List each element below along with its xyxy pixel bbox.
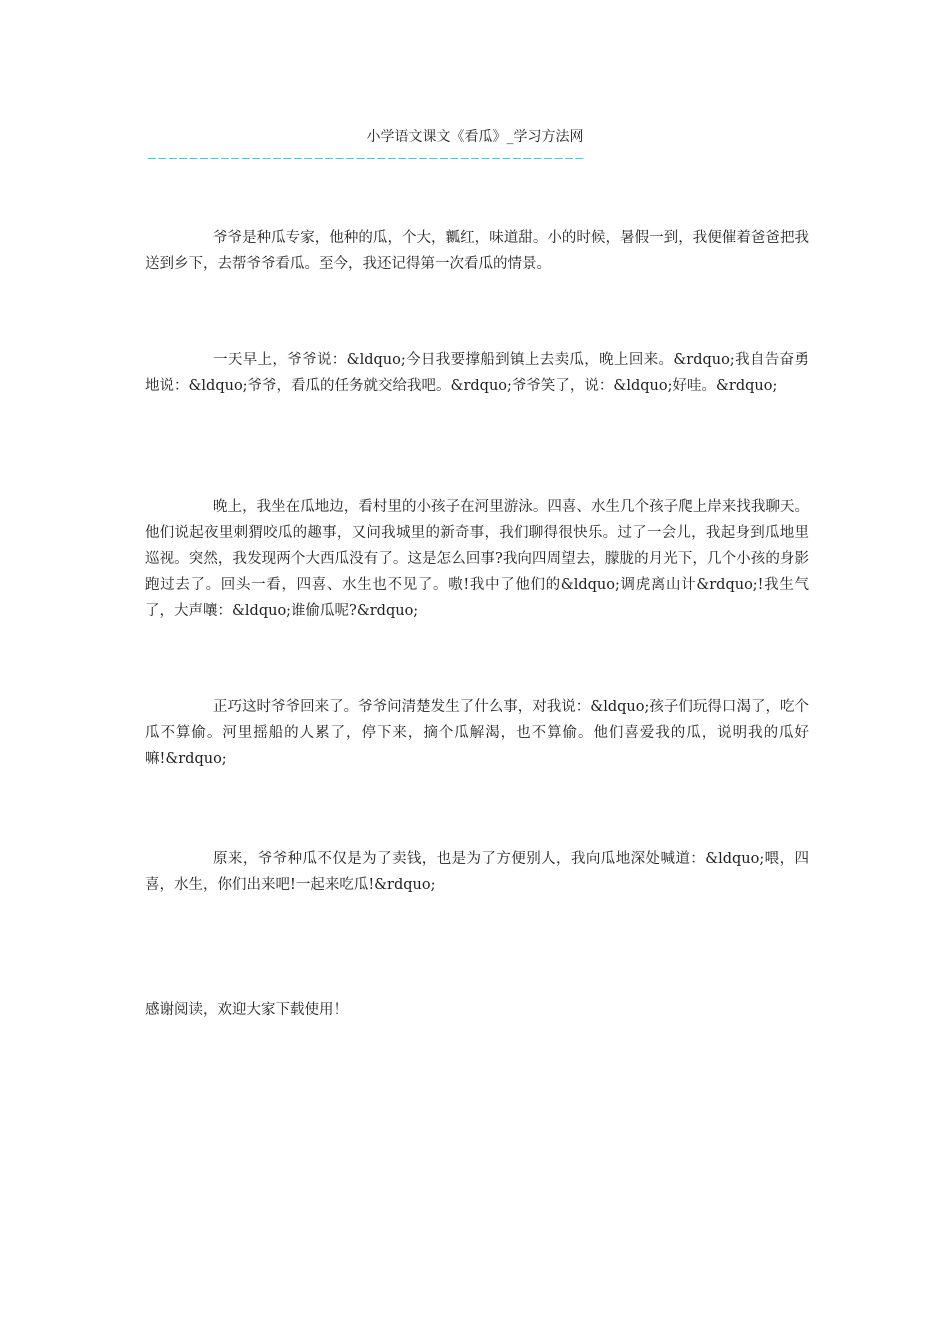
- paragraph: 原来，爷爷种瓜不仅是为了卖钱，也是为了方便别人，我向瓜地深处喊道：&ldquo;喂，四喜，水生，你们出来吧!一起来吃瓜!&rdquo;: [145, 851, 809, 893]
- paragraph: 爷爷是种瓜专家，他种的瓜，个大，瓤红，味道甜。小的时候，暑假一到，我便催着爸爸把我送到乡下，去帮爷爷看瓜。至今，我还记得第一次看瓜的情景。: [145, 230, 809, 272]
- document-title: 小学语文课文《看瓜》_学习方法网: [366, 129, 584, 145]
- closing-note: 感谢阅读，欢迎大家下载使用！: [145, 1002, 348, 1018]
- paragraph: 晚上，我坐在瓜地边，看村里的小孩子在河里游泳。四喜、水生几个孩子爬上岸来找我聊天。他们说起夜里刺猬咬瓜的趣事，又问我城里的新奇事，我们聊得很快乐。过了一会儿，我起身到瓜地里巡视。突然，我发现两个大西瓜没有了。这是怎么回事?我向四周望去，朦胧的月光下，几个小孩的身影跑过去了。回头一看，四喜、水生也不见了。嗷!我中了他们的&ldquo;调虎离山计&rdquo;!我生气了，大声嚷：&ldquo;谁偷瓜呢?&rdquo;: [145, 499, 809, 619]
- title-divider: ——————————————————————————————————————————: [148, 151, 586, 166]
- paragraph: 一天早上，爷爷说：&ldquo;今日我要撑船到镇上去卖瓜，晚上回来。&rdquo;我自告奋勇地说：&ldquo;爷爷，看瓜的任务就交给我吧。&rdquo;爷爷笑了，说：&ldquo;好哇。&rdquo;: [145, 352, 809, 394]
- paragraph: 正巧这时爷爷回来了。爷爷问清楚发生了什么事，对我说：&ldquo;孩子们玩得口渴了，吃个瓜不算偷。河里摇船的人累了，停下来，摘个瓜解渴，也不算偷。他们喜爱我的瓜，说明我的瓜好嘛!&rdquo;: [145, 699, 809, 767]
